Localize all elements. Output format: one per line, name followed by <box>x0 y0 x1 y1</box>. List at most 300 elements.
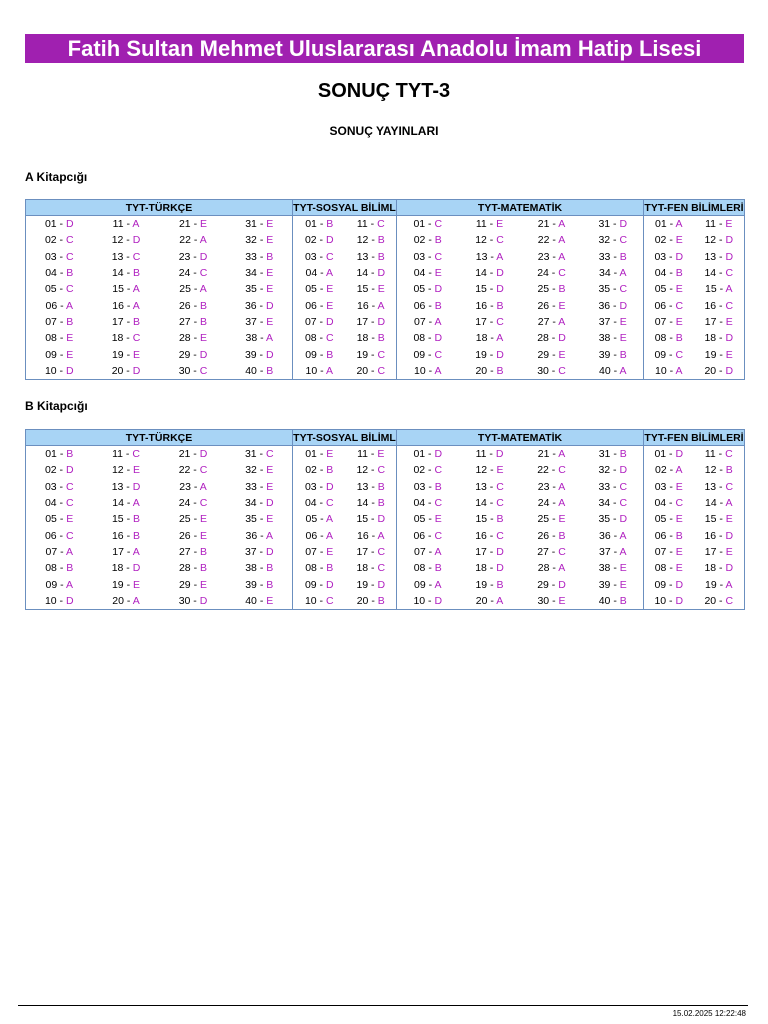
answer-letter: B <box>266 250 274 263</box>
answer-letter: A <box>619 267 627 280</box>
question-number: 10 <box>44 594 57 607</box>
answer-cell: 22 - A <box>537 234 566 247</box>
answer-letter: A <box>558 315 566 328</box>
answer-letter: A <box>496 332 504 345</box>
answer-letter: E <box>675 562 683 575</box>
answer-cell: 03 - B <box>397 479 459 495</box>
question-number: 20 <box>704 594 717 607</box>
question-number: 25 <box>537 513 550 526</box>
question-number: 07 <box>45 315 57 328</box>
matematik-header: TYT-MATEMATİK <box>397 430 644 446</box>
question-number: 01 <box>305 448 317 461</box>
question-number: 33 <box>598 250 611 263</box>
fen-header: TYT-FEN BİLİMLERİ <box>644 431 744 444</box>
table-row <box>26 446 745 463</box>
question-number: 14 <box>356 267 369 280</box>
answer-cell: 19 - E <box>694 346 745 362</box>
answer-cell: 15 - B <box>475 513 504 526</box>
answer-letter: E <box>496 464 504 477</box>
answer-letter: C <box>199 364 208 377</box>
question-number: 16 <box>357 299 369 312</box>
answer-letter: C <box>265 448 274 461</box>
answer-letter: D <box>199 348 208 361</box>
question-number: 09 <box>304 578 317 591</box>
answer-letter: D <box>725 529 734 542</box>
print-timestamp: 15.02.2025 12:22:48 <box>672 1009 746 1018</box>
answer-letter: D <box>725 562 734 575</box>
answer-letter: B <box>675 267 683 280</box>
question-number: 29 <box>537 348 550 361</box>
answer-cell: 14 - C <box>694 265 745 281</box>
answer-cell: 18 - D <box>694 560 745 576</box>
answer-cell: 20 - A <box>475 594 504 607</box>
answer-letter: A <box>325 267 333 280</box>
answer-letter: C <box>132 448 140 461</box>
answer-cell: 16 - D <box>694 527 745 543</box>
answer-cell: 18 - D <box>111 562 141 575</box>
answer-letter: A <box>675 464 683 477</box>
answer-letter: D <box>377 315 386 328</box>
answer-letter: B <box>496 364 504 377</box>
question-number: 09 <box>413 348 426 361</box>
question-number: 39 <box>244 348 257 361</box>
answer-cell: 11 - C <box>694 446 745 463</box>
answer-cell: 14 - B <box>111 267 141 280</box>
answer-letter: E <box>377 283 385 296</box>
answer-letter: C <box>325 332 334 345</box>
answer-letter: E <box>133 464 141 477</box>
answer-letter: B <box>66 267 74 280</box>
question-number: 26 <box>178 299 191 312</box>
question-number: 11 <box>705 218 717 231</box>
answer-cell: 22 - A <box>179 234 207 247</box>
answer-letter: B <box>266 364 274 377</box>
answer-cell: 15 - B <box>111 513 141 526</box>
fen-header: TYT-FEN BİLİMLERİ <box>644 201 744 214</box>
question-number: 18 <box>356 332 369 345</box>
question-number: 06 <box>654 299 667 312</box>
question-number: 07 <box>414 315 426 328</box>
answer-letter: D <box>377 267 386 280</box>
question-number: 15 <box>705 283 717 296</box>
question-number: 40 <box>245 594 257 607</box>
question-number: 02 <box>413 234 426 247</box>
answer-letter: D <box>496 267 504 280</box>
answer-letter: B <box>377 250 385 263</box>
answer-cell: 40 - A <box>599 364 627 377</box>
answer-letter: A <box>199 234 207 247</box>
answer-letter: D <box>199 250 208 263</box>
question-number: 24 <box>178 497 191 510</box>
question-number: 20 <box>112 594 124 607</box>
question-number: 24 <box>537 497 550 510</box>
question-number: 33 <box>245 250 257 263</box>
answer-cell: 11 - D <box>475 448 504 461</box>
answer-letter: A <box>132 594 140 607</box>
answer-cell: 32 - D <box>598 464 628 477</box>
question-number: 11 <box>112 448 123 461</box>
question-number: 06 <box>305 529 318 542</box>
answer-letter: C <box>558 364 566 377</box>
question-number: 06 <box>44 529 57 542</box>
answer-letter: E <box>434 267 442 280</box>
question-number: 04 <box>654 267 667 280</box>
answer-cell: 38 - E <box>598 562 627 575</box>
answer-letter: C <box>434 348 443 361</box>
answer-letter: E <box>619 562 627 575</box>
answer-cell: 33 - B <box>245 250 274 263</box>
answer-letter: A <box>199 480 207 493</box>
question-number: 07 <box>414 545 426 558</box>
answer-cell: 13 - A <box>475 250 504 263</box>
question-number: 29 <box>537 578 549 591</box>
question-number: 08 <box>45 332 57 345</box>
question-number: 05 <box>413 283 426 296</box>
question-number: 17 <box>356 545 369 558</box>
answer-cell: 17 - C <box>356 545 386 558</box>
answer-letter: D <box>496 283 504 296</box>
answer-cell: 07 - E <box>644 544 694 560</box>
question-number: 09 <box>414 578 426 591</box>
answer-letter: B <box>266 578 274 591</box>
answer-cell: 38 - E <box>598 332 627 345</box>
answer-letter: A <box>558 497 566 510</box>
answer-letter: E <box>326 299 334 312</box>
answer-cell: 07 - A <box>397 544 459 560</box>
answer-letter: B <box>434 562 442 575</box>
answer-cell: 05 - E <box>293 281 346 297</box>
answer-letter: E <box>725 218 733 231</box>
answer-letter: B <box>133 267 141 280</box>
answer-cell: 01 - D <box>26 216 93 233</box>
answer-letter: C <box>434 497 443 510</box>
answer-letter: A <box>434 364 442 377</box>
answer-letter: C <box>377 562 386 575</box>
question-number: 16 <box>357 529 369 542</box>
question-number: 26 <box>178 529 191 542</box>
answer-cell: 12 - D <box>694 232 745 248</box>
question-number: 05 <box>413 513 426 526</box>
answer-cell: 34 - E <box>245 267 274 280</box>
question-number: 23 <box>179 480 191 493</box>
answer-cell: 24 - C <box>178 497 208 510</box>
answer-cell: 32 - E <box>245 464 274 477</box>
answer-cell: 25 - B <box>537 283 566 296</box>
answer-cell: 17 - C <box>475 315 504 328</box>
answer-cell: 29 - D <box>178 348 208 361</box>
question-number: 05 <box>305 283 317 296</box>
answer-cell: 07 - A <box>26 544 93 560</box>
question-number: 14 <box>112 497 124 510</box>
answer-letter: D <box>132 480 141 493</box>
answer-letter: D <box>199 448 208 461</box>
answer-letter: E <box>496 218 504 231</box>
answer-cell: 36 - A <box>245 529 273 542</box>
table-row <box>26 330 745 346</box>
question-number: 20 <box>475 594 488 607</box>
answer-cell: 16 - C <box>694 297 745 313</box>
question-number: 09 <box>654 348 667 361</box>
answer-letter: B <box>675 332 683 345</box>
answer-cell: 16 - B <box>475 299 504 312</box>
answer-cell: 34 - D <box>244 497 274 510</box>
answer-cell: 06 - A <box>293 527 346 543</box>
answer-cell: 15 - D <box>475 283 504 296</box>
answer-letter: B <box>66 562 74 575</box>
answer-cell: 02 - B <box>293 462 346 478</box>
question-number: 18 <box>704 562 717 575</box>
question-number: 07 <box>654 545 667 558</box>
answer-cell: 28 - B <box>178 562 208 575</box>
answer-cell: 05 - E <box>26 511 93 527</box>
answer-cell: 26 - B <box>537 529 566 542</box>
question-number: 38 <box>245 332 258 345</box>
question-number: 32 <box>245 464 257 477</box>
answer-letter: D <box>725 250 734 263</box>
answer-cell: 19 - D <box>356 578 386 591</box>
answer-cell: 17 - A <box>112 545 140 558</box>
question-number: 40 <box>599 364 611 377</box>
answer-letter: D <box>132 562 141 575</box>
answer-cell: 03 - D <box>293 479 346 495</box>
answer-letter: B <box>377 234 385 247</box>
answer-letter: D <box>434 448 443 461</box>
question-number: 03 <box>413 480 426 493</box>
answer-letter: B <box>133 513 141 526</box>
question-number: 16 <box>475 529 487 542</box>
answer-cell: 26 - E <box>537 299 566 312</box>
answer-letter: D <box>132 364 141 377</box>
answer-letter: E <box>558 594 566 607</box>
answer-cell: 04 - C <box>293 495 346 511</box>
answer-letter: A <box>325 513 333 526</box>
answer-cell: 08 - C <box>293 330 346 346</box>
question-number: 36 <box>599 529 611 542</box>
question-number: 01 <box>413 448 426 461</box>
question-number: 29 <box>178 578 191 591</box>
answer-letter: E <box>266 218 274 231</box>
answer-letter: D <box>377 578 386 591</box>
answer-letter: C <box>65 529 74 542</box>
question-number: 29 <box>178 348 191 361</box>
question-number: 21 <box>178 448 191 461</box>
question-number: 26 <box>537 529 550 542</box>
answer-letter: C <box>558 545 566 558</box>
answer-letter: E <box>725 348 733 361</box>
answer-letter: A <box>199 283 207 296</box>
answer-letter: C <box>725 448 733 461</box>
answer-cell: 36 - D <box>598 299 628 312</box>
question-number: 16 <box>704 299 717 312</box>
answer-cell: 26 - B <box>178 299 208 312</box>
answer-cell: 08 - B <box>293 560 346 576</box>
answer-letter: D <box>377 513 386 526</box>
question-number: 19 <box>356 348 369 361</box>
answer-cell: 36 - A <box>599 529 627 542</box>
question-number: 15 <box>356 513 369 526</box>
answer-letter: B <box>725 464 733 477</box>
answer-cell: 09 - C <box>644 346 694 362</box>
answer-cell: 10 - D <box>26 363 93 380</box>
question-number: 01 <box>655 218 667 231</box>
answer-letter: E <box>434 513 442 526</box>
question-number: 31 <box>245 218 257 231</box>
answer-letter: E <box>266 283 274 296</box>
answer-cell: 31 - E <box>245 218 274 231</box>
answer-cell: 39 - B <box>598 348 627 361</box>
answer-letter: D <box>496 348 504 361</box>
answer-letter: D <box>65 218 74 231</box>
answer-cell: 31 - B <box>598 448 627 461</box>
answer-cell: 28 - A <box>537 562 566 575</box>
answer-letter: D <box>725 332 734 345</box>
question-number: 40 <box>245 364 257 377</box>
answer-letter: D <box>675 250 684 263</box>
table-row <box>26 346 745 362</box>
answer-letter: A <box>65 299 73 312</box>
answer-cell: 03 - D <box>644 249 694 265</box>
answer-letter: C <box>434 529 443 542</box>
answer-letter: B <box>200 299 208 312</box>
answer-letter: C <box>65 497 74 510</box>
answer-letter: D <box>199 594 208 607</box>
question-number: 15 <box>475 513 488 526</box>
question-number: 13 <box>704 250 717 263</box>
answer-letter: E <box>266 234 274 247</box>
answer-cell: 19 - C <box>356 348 386 361</box>
question-number: 06 <box>45 299 58 312</box>
answer-cell: 16 - B <box>111 529 141 542</box>
question-number: 33 <box>598 480 611 493</box>
question-number: 08 <box>413 332 426 345</box>
answer-cell: 20 - B <box>475 364 504 377</box>
question-number: 18 <box>111 562 124 575</box>
answer-letter: D <box>558 578 566 591</box>
answer-cell: 09 - A <box>26 576 93 592</box>
answer-letter: E <box>725 513 733 526</box>
question-number: 11 <box>112 218 124 231</box>
answer-cell: 35 - D <box>598 513 628 526</box>
question-number: 13 <box>111 250 124 263</box>
answer-cell: 06 - E <box>293 297 346 313</box>
answer-cell: 14 - A <box>112 497 140 510</box>
answer-cell: 05 - E <box>644 511 694 527</box>
answer-letter: A <box>65 545 73 558</box>
answer-cell: 17 - E <box>694 544 745 560</box>
answer-letter: B <box>326 562 334 575</box>
answer-cell: 11 - E <box>357 448 385 461</box>
answer-letter: C <box>725 299 734 312</box>
answer-cell: 14 - D <box>356 267 386 280</box>
turkce-header: TYT-TÜRKÇE <box>26 200 293 216</box>
answer-cell: 37 - D <box>244 545 274 558</box>
answer-cell: 15 - D <box>356 513 386 526</box>
matematik-header: TYT-MATEMATİK <box>397 200 644 216</box>
answer-letter: D <box>325 578 334 591</box>
answer-letter: D <box>434 594 443 607</box>
question-number: 07 <box>305 545 317 558</box>
answer-letter: B <box>326 464 334 477</box>
question-number: 22 <box>178 464 191 477</box>
answer-letter: C <box>132 332 141 345</box>
answer-cell: 16 - A <box>357 299 385 312</box>
answer-cell: 10 - A <box>293 363 346 380</box>
answer-cell: 09 - B <box>293 346 346 362</box>
question-number: 24 <box>537 267 549 280</box>
question-number: 16 <box>475 299 488 312</box>
answer-letter: A <box>725 578 733 591</box>
question-number: 17 <box>356 315 369 328</box>
question-number: 11 <box>475 218 487 231</box>
answer-cell: 18 - C <box>111 332 141 345</box>
answer-letter: D <box>675 594 684 607</box>
answer-cell: 27 - B <box>178 545 208 558</box>
answer-letter: E <box>619 578 627 591</box>
question-number: 10 <box>305 364 318 377</box>
answer-cell: 22 - C <box>178 464 208 477</box>
answer-letter: B <box>66 315 74 328</box>
question-number: 27 <box>537 315 550 328</box>
answer-cell: 18 - C <box>356 562 386 575</box>
answer-letter: E <box>266 315 274 328</box>
answer-cell: 20 - C <box>694 593 745 610</box>
answer-letter: E <box>326 448 334 461</box>
question-number: 16 <box>704 529 717 542</box>
answer-letter: C <box>619 234 628 247</box>
question-number: 39 <box>598 578 611 591</box>
question-number: 12 <box>356 464 369 477</box>
answer-letter: C <box>65 250 74 263</box>
answer-letter: E <box>619 332 627 345</box>
answer-letter: A <box>434 315 442 328</box>
answer-cell: 12 - B <box>356 234 385 247</box>
answer-letter: D <box>434 283 443 296</box>
question-number: 02 <box>305 464 317 477</box>
answer-cell: 27 - B <box>178 315 208 328</box>
answer-cell: 18 - D <box>694 330 745 346</box>
answer-letter: D <box>265 497 274 510</box>
question-number: 04 <box>305 267 318 280</box>
answer-cell: 36 - D <box>244 299 274 312</box>
question-number: 12 <box>111 464 124 477</box>
answer-letter: A <box>558 448 566 461</box>
answer-letter: B <box>66 448 74 461</box>
answer-letter: C <box>434 464 443 477</box>
booklet-b-label: B Kitapcığı <box>25 399 88 413</box>
answer-cell: 39 - E <box>598 578 627 591</box>
answer-cell: 23 - A <box>537 480 566 493</box>
answer-letter: A <box>619 364 627 377</box>
question-number: 06 <box>413 299 426 312</box>
question-number: 16 <box>112 299 124 312</box>
answer-letter: E <box>133 578 141 591</box>
answer-letter: C <box>325 497 334 510</box>
question-number: 15 <box>111 513 124 526</box>
question-number: 14 <box>356 497 369 510</box>
answer-cell: 30 - C <box>537 364 566 377</box>
table-row <box>26 527 745 543</box>
answer-letter: E <box>200 218 208 231</box>
answer-cell: 01 - E <box>293 446 346 463</box>
answer-cell: 34 - A <box>599 267 627 280</box>
question-number: 07 <box>45 545 58 558</box>
answer-letter: A <box>496 594 504 607</box>
answer-letter: B <box>434 299 442 312</box>
answer-cell: 17 - D <box>356 315 386 328</box>
answer-letter: C <box>619 480 628 493</box>
answer-cell: 09 - D <box>644 576 694 592</box>
answer-letter: E <box>200 332 208 345</box>
